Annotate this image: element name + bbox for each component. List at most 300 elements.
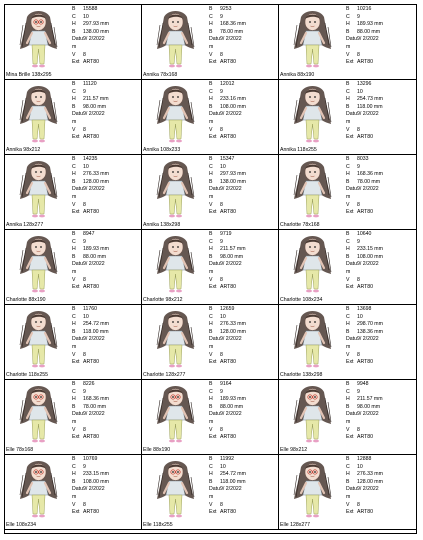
label-height: H [346, 471, 350, 478]
design-date: 9/ 2/2022 [83, 111, 105, 118]
label-ext: Ext [209, 134, 217, 141]
design-cell[interactable] [142, 80, 279, 155]
label-date: Datu [72, 336, 83, 343]
design-info [72, 306, 141, 367]
color-count: 9 [357, 238, 360, 245]
design-cell[interactable] [142, 230, 279, 305]
girl-figure-icon [157, 386, 194, 442]
girl-figure-icon [20, 461, 57, 517]
label-stitches: B [346, 456, 350, 462]
label-stitches: B [346, 156, 350, 162]
label-height: H [72, 21, 76, 28]
label-date: Datu [72, 486, 83, 493]
file-extension: ART80 [83, 434, 100, 441]
girl-figure-icon [294, 386, 331, 442]
label-date: Datu [72, 411, 83, 418]
color-count: 9 [83, 463, 86, 470]
design-thumbnail [279, 455, 346, 522]
label-colors: C [209, 313, 213, 320]
label-ext: Ext [72, 134, 80, 141]
color-count: 10 [357, 463, 363, 470]
label-width: B [72, 403, 76, 410]
design-cell[interactable] [279, 155, 416, 230]
label-colors: C [346, 238, 350, 245]
file-extension: ART80 [220, 134, 237, 141]
design-thumbnail [142, 155, 209, 222]
label-colors: C [72, 313, 76, 320]
label-v: V [346, 276, 350, 283]
version-value: 8 [220, 51, 223, 58]
version-value: 8 [83, 351, 86, 358]
design-info [209, 381, 278, 442]
label-width: B [209, 103, 213, 110]
stitch-count: 10769 [83, 456, 98, 462]
stitch-count: 13296 [357, 81, 372, 87]
design-width: 78.00 mm [357, 178, 381, 185]
label-m: m [209, 268, 214, 275]
file-extension: ART80 [357, 134, 374, 141]
label-stitches: B [346, 6, 350, 12]
file-extension: ART80 [220, 209, 237, 216]
design-cell[interactable] [142, 5, 279, 80]
label-m: m [209, 343, 214, 350]
girl-figure-icon [294, 461, 331, 517]
design-thumbnail [5, 455, 72, 522]
label-width: B [72, 178, 76, 185]
design-cell[interactable] [142, 305, 279, 380]
file-extension: ART80 [357, 434, 374, 441]
design-name: Elle 108x234 [6, 522, 36, 528]
label-colors: C [209, 88, 213, 95]
file-extension: ART80 [83, 509, 100, 516]
file-extension: ART80 [357, 509, 374, 516]
label-stitches: B [209, 156, 213, 162]
label-height: H [209, 96, 213, 103]
design-cell[interactable] [5, 380, 142, 455]
stitch-count: 15347 [220, 156, 235, 162]
design-thumbnail [5, 5, 72, 72]
design-date: 9/ 2/2022 [220, 111, 242, 118]
label-height: H [72, 396, 76, 403]
color-count: 9 [357, 163, 360, 170]
label-v: V [209, 501, 213, 508]
label-date: Datu [209, 111, 220, 118]
label-v: V [209, 276, 213, 283]
color-count: 10 [220, 163, 226, 170]
label-date: Datu [209, 36, 220, 43]
design-name: Charlotte 118x255 [6, 372, 49, 378]
label-width: B [209, 403, 213, 410]
design-cell[interactable] [142, 155, 279, 230]
file-extension: ART80 [220, 434, 237, 441]
label-colors: C [72, 163, 76, 170]
label-colors: C [346, 313, 350, 320]
label-v: V [346, 126, 350, 133]
label-m: m [209, 193, 214, 200]
label-stitches: B [72, 456, 76, 462]
label-date: Datu [209, 336, 220, 343]
design-thumbnail [142, 5, 209, 72]
label-date: Datu [209, 486, 220, 493]
label-colors: C [346, 88, 350, 95]
design-height: 276.33 mm [357, 471, 383, 478]
file-extension: ART80 [83, 284, 100, 291]
stitch-count: 12012 [220, 81, 235, 87]
label-colors: C [72, 388, 76, 395]
label-height: H [209, 171, 213, 178]
file-extension: ART80 [220, 359, 237, 366]
label-m: m [346, 193, 351, 200]
version-value: 8 [220, 426, 223, 433]
design-height: 189.93 mm [220, 396, 246, 403]
girl-figure-icon [157, 161, 194, 217]
label-colors: C [209, 13, 213, 20]
version-value: 8 [220, 276, 223, 283]
label-m: m [72, 493, 77, 500]
color-count: 9 [220, 88, 223, 95]
girl-figure-icon [20, 11, 57, 67]
design-cell[interactable] [5, 455, 142, 530]
design-cell[interactable] [279, 305, 416, 380]
version-value: 8 [83, 501, 86, 508]
design-name: Elle 98x212 [280, 447, 308, 453]
girl-figure-icon [294, 86, 331, 142]
label-width: B [346, 253, 350, 260]
design-cell[interactable] [5, 305, 142, 380]
label-ext: Ext [209, 509, 217, 516]
design-width: 128.00 mm [220, 328, 246, 335]
label-stitches: B [72, 306, 76, 312]
design-name: Charlotte 78x168 [280, 222, 320, 228]
label-stitches: B [72, 6, 76, 12]
design-date: 9/ 2/2022 [220, 261, 242, 268]
file-extension: ART80 [220, 59, 237, 66]
label-stitches: B [209, 306, 213, 312]
design-name: Elle 78x168 [6, 447, 34, 453]
label-width: B [346, 403, 350, 410]
design-height: 168.36 mm [83, 396, 109, 403]
design-info [72, 231, 141, 292]
stitch-count: 12659 [220, 306, 235, 312]
label-colors: C [72, 88, 76, 95]
design-height: 297.93 mm [83, 21, 109, 28]
design-height: 276.33 mm [220, 321, 246, 328]
label-date: Datu [209, 261, 220, 268]
design-date: 9/ 2/2022 [357, 486, 379, 493]
girl-figure-icon [157, 236, 194, 292]
design-name: Charlotte 88x190 [6, 297, 46, 303]
design-date: 9/ 2/2022 [220, 411, 242, 418]
design-thumbnail [279, 80, 346, 147]
design-cell[interactable] [279, 5, 416, 80]
color-count: 10 [357, 313, 363, 320]
color-count: 9 [220, 13, 223, 20]
label-colors: C [209, 238, 213, 245]
label-width: B [346, 478, 350, 485]
color-count: 9 [83, 388, 86, 395]
design-width: 108.00 mm [220, 103, 246, 110]
label-width: B [346, 28, 350, 35]
label-ext: Ext [209, 59, 217, 66]
label-m: m [346, 43, 351, 50]
design-height: 233.15 mm [357, 246, 383, 253]
stitch-count: 8033 [357, 156, 369, 162]
design-cell[interactable] [5, 80, 142, 155]
girl-figure-icon [294, 161, 331, 217]
version-value: 8 [83, 126, 86, 133]
label-stitches: B [72, 381, 76, 387]
label-ext: Ext [72, 434, 80, 441]
design-height: 254.73 mm [357, 96, 383, 103]
label-date: Datu [346, 111, 357, 118]
label-colors: C [346, 463, 350, 470]
design-name: Annika 78x168 [143, 72, 178, 78]
label-height: H [209, 321, 213, 328]
design-info [209, 456, 278, 517]
version-value: 8 [357, 426, 360, 433]
design-cell[interactable] [279, 80, 416, 155]
file-extension: ART80 [220, 284, 237, 291]
label-date: Datu [72, 186, 83, 193]
label-ext: Ext [346, 59, 354, 66]
design-thumbnail [142, 305, 209, 372]
design-width: 138.00 mm [83, 28, 109, 35]
design-thumbnail [142, 80, 209, 147]
design-height: 189.93 mm [357, 21, 383, 28]
girl-figure-icon [20, 386, 57, 442]
stitch-count: 9948 [357, 381, 369, 387]
design-height: 211.57 mm [220, 246, 246, 253]
design-info [72, 381, 141, 442]
label-v: V [346, 351, 350, 358]
design-width: 88.00 mm [83, 253, 107, 260]
color-count: 10 [220, 313, 226, 320]
stitch-count: 8947 [83, 231, 95, 237]
label-v: V [72, 426, 76, 433]
design-name: Charlotte 128x277 [143, 372, 186, 378]
label-width: B [72, 478, 76, 485]
file-extension: ART80 [357, 359, 374, 366]
design-name: Elle 118x255 [143, 522, 173, 528]
version-value: 8 [357, 276, 360, 283]
label-colors: C [72, 13, 76, 20]
design-width: 78.00 mm [220, 28, 244, 35]
design-sheet [4, 4, 417, 534]
label-height: H [346, 171, 350, 178]
version-value: 8 [83, 201, 86, 208]
version-value: 8 [220, 501, 223, 508]
color-count: 10 [83, 313, 89, 320]
label-stitches: B [346, 81, 350, 87]
design-cell[interactable] [279, 455, 416, 530]
file-extension: ART80 [83, 359, 100, 366]
label-m: m [72, 193, 77, 200]
label-ext: Ext [346, 134, 354, 141]
design-cell[interactable] [5, 5, 142, 80]
design-info [209, 306, 278, 367]
design-name: Annika 108x233 [143, 147, 181, 153]
label-ext: Ext [72, 209, 80, 216]
label-m: m [346, 343, 351, 350]
label-stitches: B [209, 6, 213, 12]
label-width: B [346, 178, 350, 185]
design-thumbnail [279, 305, 346, 372]
label-date: Datu [346, 261, 357, 268]
label-width: B [209, 28, 213, 35]
label-v: V [209, 201, 213, 208]
design-info [209, 231, 278, 292]
label-colors: C [209, 463, 213, 470]
label-height: H [209, 396, 213, 403]
design-name: Annika 98x212 [6, 147, 41, 153]
label-colors: C [346, 388, 350, 395]
label-ext: Ext [72, 509, 80, 516]
file-extension: ART80 [83, 134, 100, 141]
label-date: Datu [346, 36, 357, 43]
label-width: B [72, 28, 76, 35]
stitch-count: 10216 [357, 6, 372, 12]
design-info [346, 306, 415, 367]
label-height: H [72, 321, 76, 328]
stitch-count: 9164 [220, 381, 232, 387]
version-value: 8 [83, 51, 86, 58]
design-cell[interactable] [5, 230, 142, 305]
label-height: H [209, 471, 213, 478]
design-width: 118.00 mm [83, 328, 109, 335]
design-name: Annika 128x277 [6, 222, 44, 228]
label-height: H [72, 171, 76, 178]
label-v: V [346, 501, 350, 508]
label-colors: C [346, 13, 350, 20]
design-name: Mina Brille 138x295 [6, 72, 52, 78]
design-thumbnail [279, 155, 346, 222]
version-value: 8 [357, 351, 360, 358]
design-date: 9/ 2/2022 [357, 261, 379, 268]
design-info [346, 381, 415, 442]
label-ext: Ext [209, 284, 217, 291]
design-info [72, 6, 141, 67]
design-thumbnail [142, 455, 209, 522]
design-thumbnail [142, 380, 209, 447]
label-stitches: B [346, 306, 350, 312]
design-cell[interactable] [142, 455, 279, 530]
label-v: V [346, 51, 350, 58]
design-cell[interactable] [279, 230, 416, 305]
design-height: 211.57 mm [357, 396, 383, 403]
label-stitches: B [209, 381, 213, 387]
label-v: V [72, 351, 76, 358]
design-height: 189.93 mm [83, 246, 109, 253]
design-cell[interactable] [142, 380, 279, 455]
design-cell[interactable] [279, 380, 416, 455]
design-height: 233.16 mm [220, 96, 246, 103]
label-m: m [209, 43, 214, 50]
design-name: Elle 128x277 [280, 522, 310, 528]
label-v: V [209, 126, 213, 133]
girl-figure-icon [294, 311, 331, 367]
label-ext: Ext [209, 434, 217, 441]
stitch-count: 14235 [83, 156, 98, 162]
design-info [346, 6, 415, 67]
design-date: 9/ 2/2022 [83, 336, 105, 343]
design-date: 9/ 2/2022 [357, 186, 379, 193]
design-info [72, 456, 141, 517]
label-v: V [72, 126, 76, 133]
label-ext: Ext [72, 359, 80, 366]
version-value: 8 [357, 501, 360, 508]
label-date: Datu [209, 411, 220, 418]
label-ext: Ext [209, 359, 217, 366]
version-value: 8 [357, 51, 360, 58]
design-date: 9/ 2/2022 [357, 411, 379, 418]
design-width: 138.36 mm [357, 328, 383, 335]
label-m: m [72, 43, 77, 50]
design-name: Charlotte 98x212 [143, 297, 183, 303]
label-date: Datu [72, 111, 83, 118]
design-name: Charlotte 138x298 [280, 372, 323, 378]
label-width: B [72, 103, 76, 110]
label-stitches: B [209, 81, 213, 87]
label-width: B [346, 328, 350, 335]
label-v: V [72, 201, 76, 208]
version-value: 8 [220, 126, 223, 133]
design-cell[interactable] [5, 155, 142, 230]
design-date: 9/ 2/2022 [220, 36, 242, 43]
design-thumbnail [5, 305, 72, 372]
label-width: B [72, 253, 76, 260]
color-count: 10 [220, 463, 226, 470]
design-date: 9/ 2/2022 [83, 36, 105, 43]
label-m: m [346, 493, 351, 500]
stitch-count: 10640 [357, 231, 372, 237]
file-extension: ART80 [220, 509, 237, 516]
design-height: 168.36 mm [357, 171, 383, 178]
design-name: Annika 88x190 [280, 72, 315, 78]
label-v: V [209, 51, 213, 58]
label-colors: C [72, 463, 76, 470]
design-height: 211.57 mm [83, 96, 109, 103]
label-width: B [346, 103, 350, 110]
design-width: 78.00 mm [83, 403, 107, 410]
label-height: H [72, 246, 76, 253]
color-count: 9 [220, 238, 223, 245]
stitch-count: 15588 [83, 6, 98, 12]
design-info [346, 456, 415, 517]
design-width: 108.00 mm [357, 253, 383, 260]
label-ext: Ext [346, 434, 354, 441]
design-width: 118.00 mm [220, 478, 246, 485]
girl-figure-icon [294, 236, 331, 292]
design-date: 9/ 2/2022 [83, 411, 105, 418]
label-ext: Ext [346, 359, 354, 366]
design-width: 98.00 mm [357, 403, 381, 410]
file-extension: ART80 [83, 209, 100, 216]
label-stitches: B [72, 231, 76, 237]
design-date: 9/ 2/2022 [357, 36, 379, 43]
design-date: 9/ 2/2022 [357, 111, 379, 118]
design-name: Elle 88x190 [143, 447, 171, 453]
label-width: B [209, 178, 213, 185]
design-height: 168.36 mm [220, 21, 246, 28]
design-date: 9/ 2/2022 [83, 186, 105, 193]
design-date: 9/ 2/2022 [357, 336, 379, 343]
design-date: 9/ 2/2022 [220, 336, 242, 343]
label-m: m [346, 118, 351, 125]
design-height: 298.70 mm [357, 321, 383, 328]
label-date: Datu [346, 336, 357, 343]
version-value: 8 [83, 276, 86, 283]
file-extension: ART80 [83, 59, 100, 66]
